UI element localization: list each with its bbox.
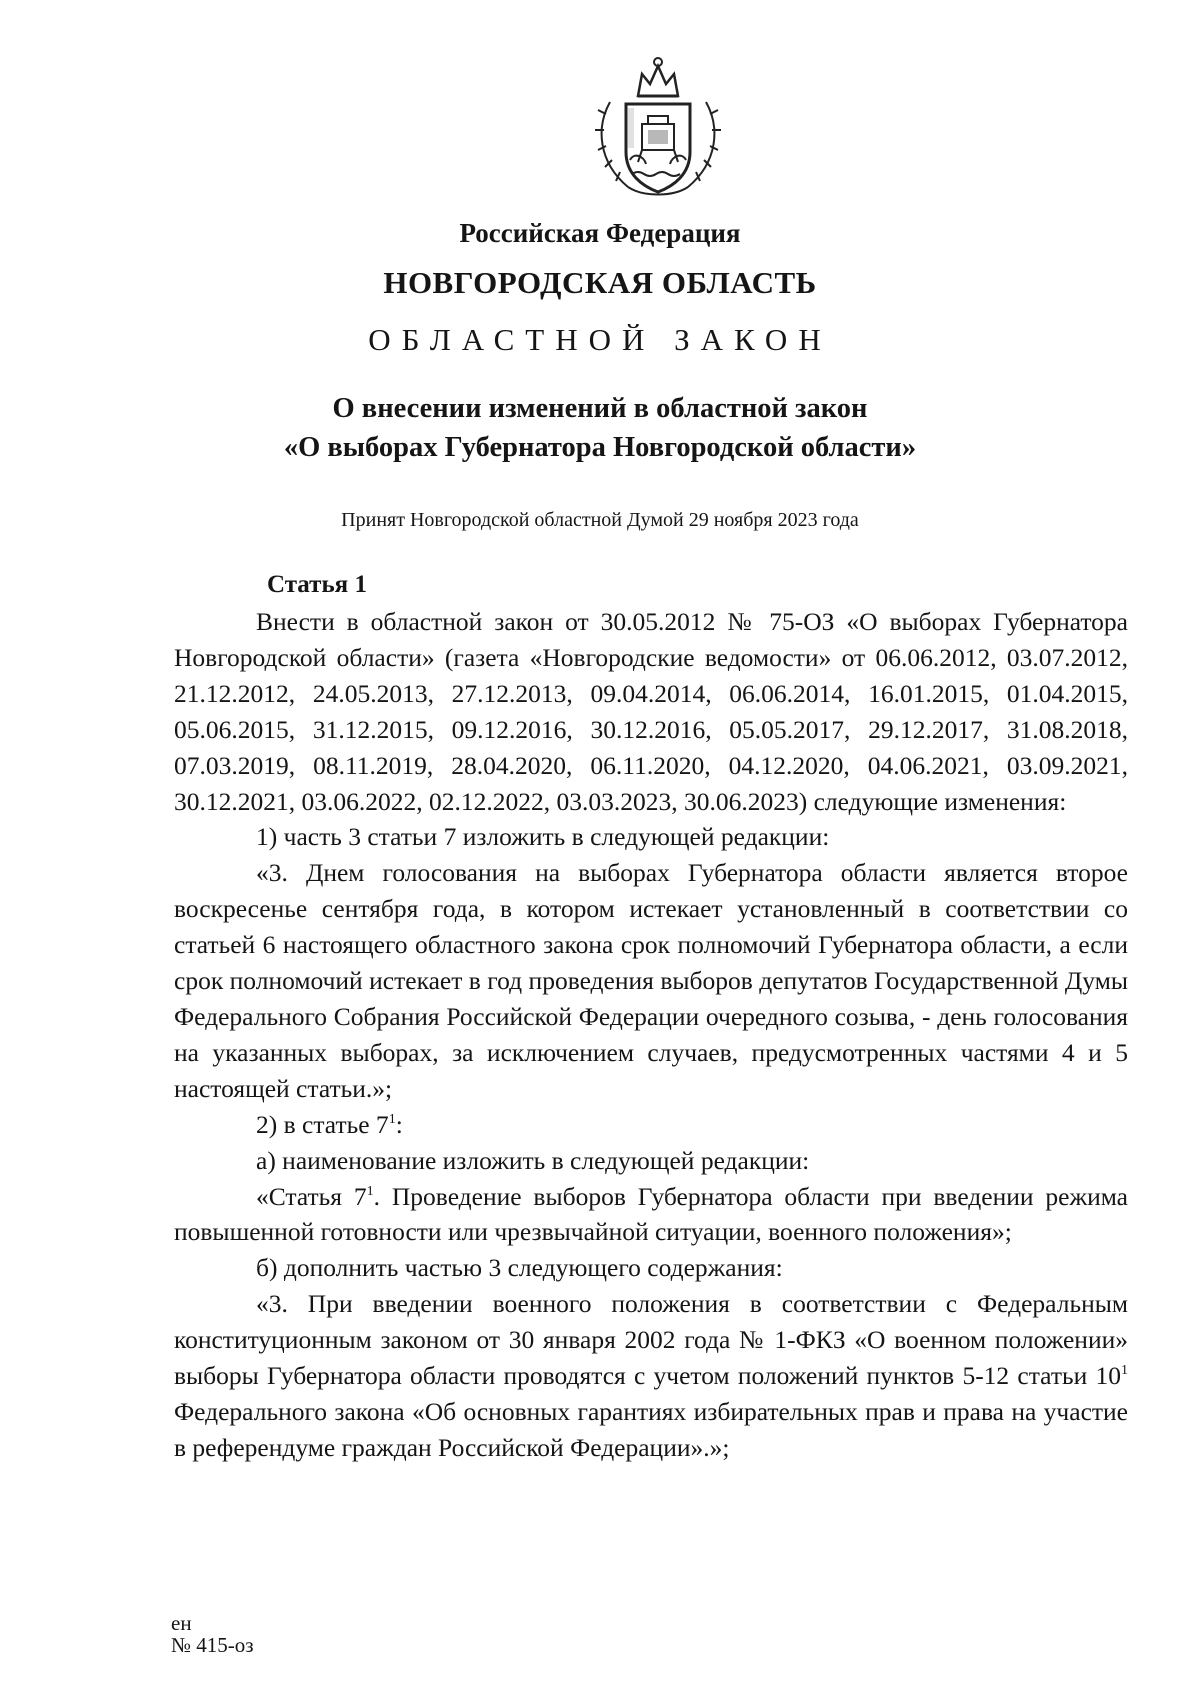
country-name: Российская Федерация xyxy=(459,218,741,248)
coat-of-arms-icon xyxy=(588,52,728,202)
footer-reference xyxy=(171,1612,254,1656)
paragraph-item-2 xyxy=(174,1107,1128,1143)
paragraph-intro: Внести в областной закон от 30.05.2012 № 75-ОЗ «О выборах Губернатора Новгородской области» (газета «Новгородские ведомости» от 06.06.2012, 03.07.2012, 21.12.2012, 24.05.2013, 27.12.2013, 09.04.2014, 06.06.2014, 16.01.2015, 01.04.2015, 05.06.2015, 31.12.2015, 09.12.2016, 30.12.2016, 05.05.2017, 29.12.2017, 31.08.2018, 07.03.2019, 08.11.2019, 28.04.2020, 06.11.2020, 04.12.2020, 04.06.2021, 03.09.2021, 30.12.2021, 03.06.2022, 02.12.2022, 03.03.2023, 30.06.2023) следующие изменения: xyxy=(174,607,1128,816)
article-heading: Статья 1 xyxy=(267,571,367,598)
superscript: 1 xyxy=(1121,1363,1128,1379)
text-run: «3. При введении военного положения в соответствии с Федеральным конституционным законом от 30 января 2002 года № 1-ФКЗ «О военном положении» выборы Губернатора области проводятся с учетом положений пунктов 5-12 статьи 10 xyxy=(174,1289,1128,1391)
paragraph-article-title xyxy=(174,1179,1128,1251)
paragraph-item-1: 1) часть 3 статьи 7 изложить в следующей редакции: xyxy=(256,822,830,852)
adoption-note: Принят Новгородской областной Думой 29 ноября 2023 года xyxy=(341,509,859,531)
document-type: ОБЛАСТНОЙ ЗАКОН xyxy=(368,322,832,357)
law-title-line-2: «О выборах Губернатора Новгородской области» xyxy=(283,432,917,463)
superscript: 1 xyxy=(366,1183,374,1199)
text-run: Федерального закона «Об основных гарантиях избирательных прав и права на участие в референдуме граждан Российской Федерации».»; xyxy=(174,1396,1128,1462)
article-body xyxy=(174,604,1128,1466)
paragraph-item-a: а) наименование изложить в следующей редакции: xyxy=(256,1145,810,1175)
paragraph-item-b: б) дополнить частью 3 следующего содержания: xyxy=(256,1253,783,1283)
text-run: . Проведение выборов Губернатора области при введении режима повышенной готовности или чрезвычайной ситуации, военного положения»; xyxy=(174,1181,1128,1247)
law-title-line-1: О внесении изменений в областной закон xyxy=(332,393,868,424)
paragraph-quote-part-3-martial xyxy=(174,1286,1128,1466)
law-number: № 415-оз xyxy=(171,1633,254,1657)
text-run: : xyxy=(395,1109,403,1139)
paragraph-quote-part-3: «3. Днем голосования на выборах Губернатора области является второе воскресенье сентября года, в котором истекает установленный в соответствии со статьей 6 настоящего областного закона срок полномочий Губернатора области, а если срок полномочий истекает в год проведения выборов депутатов Государственной Думы Федерального Собрания Российской Федерации очередного созыва, - день голосования на указанных выборах, за исключением случаев, предусмотренных частями 4 и 5 настоящей статьи.»; xyxy=(174,858,1128,1103)
text-run: «Статья 7 xyxy=(256,1181,367,1211)
text-run: 2) в статье 7 xyxy=(256,1109,389,1139)
superscript: 1 xyxy=(388,1111,396,1127)
footer-initials: ен xyxy=(171,1611,192,1635)
region-name: НОВГОРОДСКАЯ ОБЛАСТЬ xyxy=(383,265,817,300)
